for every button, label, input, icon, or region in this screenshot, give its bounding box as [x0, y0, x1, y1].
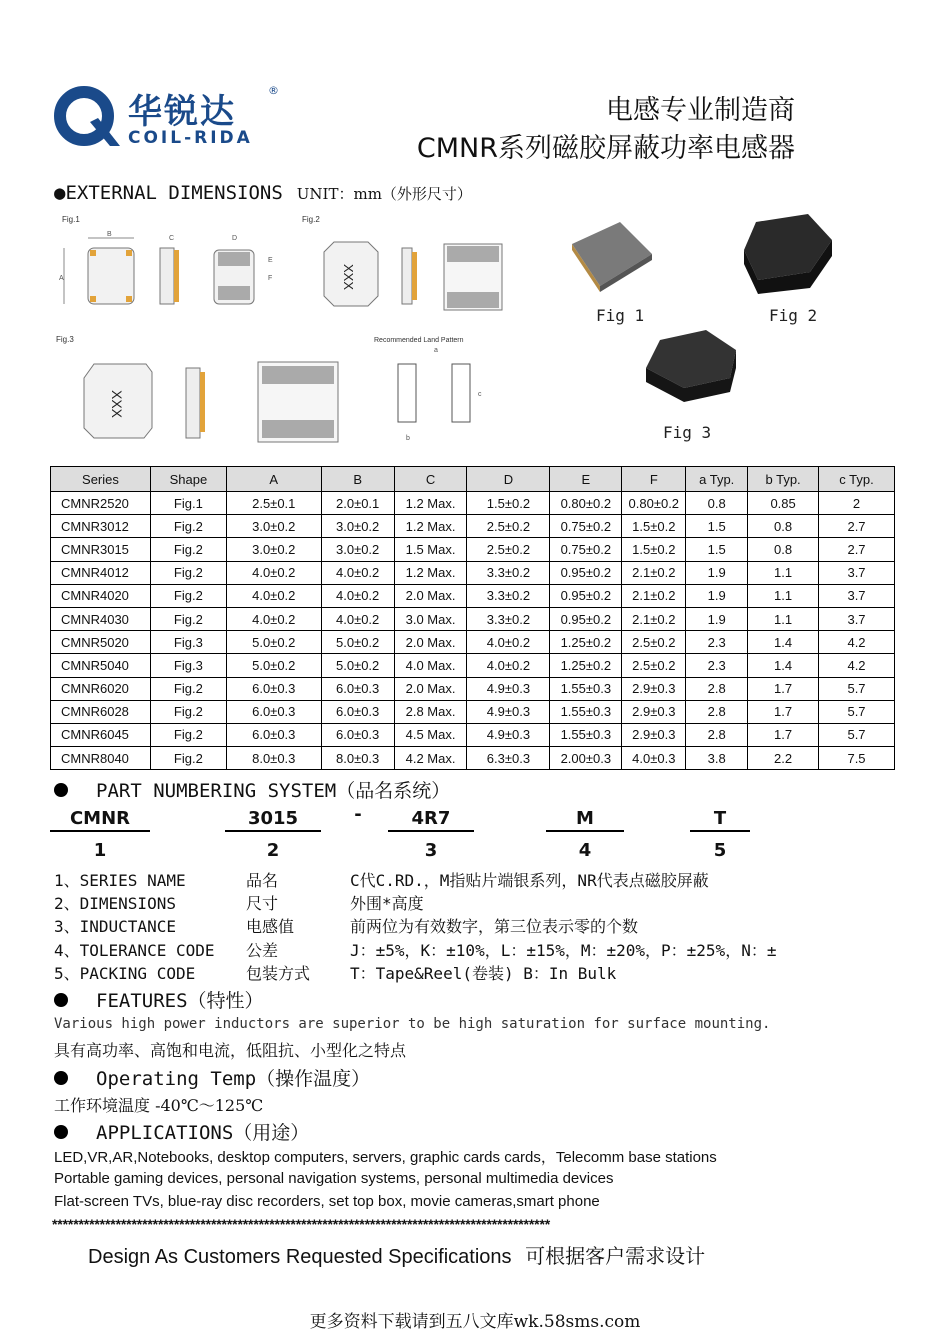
table-cell: 3.7 [819, 561, 895, 584]
operating-temp-title: Operating Temp（操作温度） [96, 1068, 371, 1090]
fig1-label: Fig.1 [62, 215, 80, 224]
table-cell: 1.7 [748, 700, 819, 723]
external-dimensions-title: ●EXTERNAL DIMENSIONS [54, 182, 283, 204]
table-cell: 3.0±0.2 [321, 515, 394, 538]
pn-number-5: 5 [713, 840, 727, 861]
table-cell: 0.85 [748, 492, 819, 515]
table-cell: 3.0 Max. [394, 607, 467, 630]
part-number-item [54, 914, 934, 936]
table-cell: 3.0±0.2 [226, 538, 321, 561]
table-cell: 4.2 [819, 654, 895, 677]
pn-underline [546, 830, 624, 832]
applications-line-1: LED,VR,AR,Notebooks, desktop computers, servers, graphic cards cards，Telecomm base stations [54, 1149, 717, 1166]
part-number-item [54, 868, 934, 890]
fig2-label: Fig.2 [302, 215, 320, 224]
pn-item-code: 2、DIMENSIONS [54, 894, 176, 913]
table-header-cell: a Typ. [686, 467, 748, 492]
pn-code-tolerance: M [576, 808, 594, 829]
applications-heading [54, 1118, 309, 1145]
table-cell: 1.55±0.3 [550, 700, 622, 723]
table-cell: Fig.3 [150, 654, 226, 677]
table-header-cell: Series [51, 467, 151, 492]
table-cell: 2.0 Max. [394, 584, 467, 607]
dimensions-table [50, 466, 895, 770]
table-cell: 4.9±0.3 [467, 677, 550, 700]
table-cell: 2.0 Max. [394, 677, 467, 700]
table-header-cell: A [226, 467, 321, 492]
table-cell: 4.9±0.3 [467, 700, 550, 723]
table-cell: 1.9 [686, 607, 748, 630]
table-cell: Fig.2 [150, 538, 226, 561]
series-cell: CMNR4020 [51, 584, 151, 607]
slogan [88, 1240, 705, 1269]
land-letter-a: a [434, 347, 438, 354]
table-cell: 2 [819, 492, 895, 515]
series-cell: CMNR5040 [51, 654, 151, 677]
table-cell: 1.2 Max. [394, 515, 467, 538]
pn-code-inductance: 4R7 [411, 808, 451, 829]
table-cell: 0.80±0.2 [622, 492, 686, 515]
pn-item-desc: T：Tape&Reel(卷装) B：In Bulk [350, 964, 617, 983]
pn-item-desc: C代C.RD.，M指贴片端银系列，NR代表点磁胶屏蔽 [350, 871, 709, 890]
pn-underline [50, 830, 150, 832]
fig1-side-view [160, 235, 179, 304]
table-cell: 2.1±0.2 [622, 561, 686, 584]
photo-fig2 [744, 214, 832, 294]
table-cell: 1.2 Max. [394, 561, 467, 584]
table-header-cell: D [467, 467, 550, 492]
photo-label-fig1: Fig 1 [596, 306, 645, 325]
table-cell: 3.7 [819, 607, 895, 630]
table-cell: 4.5 Max. [394, 723, 467, 746]
pn-item-code: 5、PACKING CODE [54, 964, 196, 983]
table-cell: 1.1 [748, 561, 819, 584]
table-cell: 4.0±0.2 [321, 561, 394, 584]
features-title: FEATURES（特性） [96, 990, 264, 1012]
table-cell: 1.5 Max. [394, 538, 467, 561]
table-cell: 4.0±0.2 [467, 631, 550, 654]
pn-underline [225, 830, 321, 832]
series-cell: CMNR4030 [51, 607, 151, 630]
logo-q-mark [52, 84, 122, 148]
features-chinese: 具有高功率、高饱和电流，低阻抗、小型化之特点 [54, 1041, 407, 1060]
table-row [51, 747, 895, 770]
page-title-line1: 电感专业制造商 [606, 95, 795, 126]
table-cell: 5.0±0.2 [321, 654, 394, 677]
dim-letter-e: E [268, 257, 273, 264]
table-cell: 7.5 [819, 747, 895, 770]
table-cell: 6.0±0.3 [321, 677, 394, 700]
table-row [51, 538, 895, 561]
pn-underline [388, 830, 474, 832]
table-cell: 4.0±0.2 [321, 607, 394, 630]
table-cell: 6.0±0.3 [226, 723, 321, 746]
pn-code-dimension: 3015 [247, 808, 299, 829]
applications-line-3: Flat-screen TVs, blue-ray disc recorders, set top box, movie cameras,smart phone [54, 1193, 600, 1210]
table-cell: 1.9 [686, 584, 748, 607]
table-cell: 2.7 [819, 515, 895, 538]
table-row [51, 561, 895, 584]
table-row [51, 631, 895, 654]
fig1-bottom-view [214, 235, 273, 304]
table-cell: 2.0 Max. [394, 631, 467, 654]
table-cell: 2.5±0.2 [622, 631, 686, 654]
table-cell: 5.7 [819, 700, 895, 723]
bullet-icon [54, 783, 68, 797]
table-cell: 4.2 Max. [394, 747, 467, 770]
pn-number-2: 2 [266, 840, 280, 861]
pn-item-cn: 尺寸 [246, 894, 279, 913]
dim-letter-d: D [232, 235, 238, 242]
pn-item-cn: 公差 [246, 941, 279, 960]
applications-title: APPLICATIONS（用途） [96, 1122, 310, 1144]
fig2-marking: XXX [341, 264, 356, 291]
table-cell: 1.5±0.2 [622, 515, 686, 538]
table-header-cell: E [550, 467, 622, 492]
table-cell: 1.5±0.2 [622, 538, 686, 561]
table-cell: Fig.2 [150, 607, 226, 630]
part-number-item [54, 891, 934, 913]
table-cell: 3.8 [686, 747, 748, 770]
table-cell: 1.5 [686, 515, 748, 538]
table-cell: 3.7 [819, 584, 895, 607]
land-letter-b: b [406, 435, 410, 442]
features-heading [54, 986, 264, 1013]
table-cell: 1.1 [748, 584, 819, 607]
series-cell: CMNR6028 [51, 700, 151, 723]
table-row [51, 677, 895, 700]
table-cell: 0.8 [748, 538, 819, 561]
fig3-label: Fig.3 [56, 335, 74, 344]
land-pattern-drawing [398, 347, 482, 442]
table-cell: Fig.3 [150, 631, 226, 654]
table-header-cell: B [321, 467, 394, 492]
table-cell: 6.0±0.3 [226, 700, 321, 723]
pn-item-cn: 品名 [246, 871, 279, 890]
table-header-cell: Shape [150, 467, 226, 492]
operating-temp-heading [54, 1064, 370, 1091]
table-cell: 1.25±0.2 [550, 631, 622, 654]
table-cell: Fig.2 [150, 700, 226, 723]
table-cell: 0.80±0.2 [550, 492, 622, 515]
photo-label-fig3: Fig 3 [663, 423, 712, 442]
table-header-cell: b Typ. [748, 467, 819, 492]
bullet-icon [54, 1071, 68, 1085]
dimension-drawings [52, 210, 612, 460]
table-body [51, 492, 895, 770]
pn-code-packing: T [713, 808, 727, 829]
dim-letter-f: F [268, 275, 273, 282]
pn-item-code: 1、SERIES NAME [54, 871, 186, 890]
fig3-top-view [84, 364, 152, 438]
external-dimensions-heading [54, 182, 472, 204]
table-cell: 1.5±0.2 [467, 492, 550, 515]
dim-letter-b: B [107, 231, 112, 238]
table-header-row [51, 467, 895, 492]
table-cell: 3.3±0.2 [467, 607, 550, 630]
land-pattern-label: Recommended Land Pattern [374, 337, 464, 344]
dim-letter-a: A [59, 275, 64, 282]
download-link[interactable]: 更多资料下载请到五八文库wk.58sms.com [309, 1312, 641, 1332]
table-cell: 4.0±0.2 [226, 561, 321, 584]
table-cell: 2.1±0.2 [622, 607, 686, 630]
table-cell: 2.8 Max. [394, 700, 467, 723]
table-row [51, 723, 895, 746]
table-cell: 4.0±0.2 [321, 584, 394, 607]
table-cell: Fig.2 [150, 677, 226, 700]
part-number-item [54, 961, 934, 983]
company-logo [52, 84, 122, 152]
dim-letter-c: C [169, 235, 175, 242]
table-cell: 1.1 [748, 607, 819, 630]
unit-label: UNIT：mm（外形尺寸） [296, 185, 472, 203]
logo-english-name: COIL-RIDA [128, 128, 253, 148]
table-header-cell: C [394, 467, 467, 492]
fig2-bottom-view [444, 244, 502, 310]
table-row [51, 607, 895, 630]
table-cell: 1.9 [686, 561, 748, 584]
table-cell: 8.0±0.3 [321, 747, 394, 770]
table-cell: 6.3±0.3 [467, 747, 550, 770]
part-numbering-title: PART NUMBERING SYSTEM（品名系统） [96, 780, 451, 802]
table-cell: 1.7 [748, 723, 819, 746]
table-cell: 1.4 [748, 631, 819, 654]
table-cell: 3.3±0.2 [467, 584, 550, 607]
table-cell: 2.1±0.2 [622, 584, 686, 607]
table-cell: 2.8 [686, 700, 748, 723]
table-cell: 0.75±0.2 [550, 515, 622, 538]
table-cell: 2.5±0.1 [226, 492, 321, 515]
table-cell: 4.0±0.2 [226, 584, 321, 607]
table-cell: 2.3 [686, 631, 748, 654]
table-cell: 5.0±0.2 [321, 631, 394, 654]
table-cell: 2.8 [686, 723, 748, 746]
table-header-cell: c Typ. [819, 467, 895, 492]
pn-item-desc: 前两位为有效数字，第三位表示零的个数 [350, 917, 639, 936]
series-cell: CMNR2520 [51, 492, 151, 515]
table-cell: 5.0±0.2 [226, 654, 321, 677]
table-cell: 0.8 [748, 515, 819, 538]
table-cell: 4.0±0.2 [467, 654, 550, 677]
table-cell: 1.5 [686, 538, 748, 561]
fig3-bottom-view [258, 362, 338, 442]
fig3-side-view [186, 368, 205, 438]
table-row [51, 654, 895, 677]
table-row [51, 700, 895, 723]
pn-code-series: CMNR [69, 808, 131, 829]
pn-number-3: 3 [424, 840, 438, 861]
series-cell: CMNR3012 [51, 515, 151, 538]
table-cell: 1.7 [748, 677, 819, 700]
table-cell: 2.2 [748, 747, 819, 770]
applications-line-2: Portable gaming devices, personal navigation systems, personal multimedia devices [54, 1170, 614, 1187]
series-cell: CMNR6020 [51, 677, 151, 700]
table-cell: 6.0±0.3 [226, 677, 321, 700]
table-cell: 3.0±0.2 [226, 515, 321, 538]
logo-registered-mark: ® [268, 84, 279, 97]
fig3-marking: XXX [109, 390, 125, 419]
table-cell: 0.8 [686, 492, 748, 515]
table-cell: 2.9±0.3 [622, 700, 686, 723]
table-cell: 2.9±0.3 [622, 677, 686, 700]
table-cell: Fig.1 [150, 492, 226, 515]
pn-item-desc: J：±5%，K：±10%，L：±15%，M：±20%，P：±25%，N：± [350, 941, 777, 960]
table-cell: 3.0±0.2 [321, 538, 394, 561]
photo-label-fig2: Fig 2 [769, 306, 818, 325]
table-cell: 2.00±0.3 [550, 747, 622, 770]
inductor-photos [560, 200, 860, 450]
table-cell: 2.3 [686, 654, 748, 677]
table-header-cell: F [622, 467, 686, 492]
table-cell: Fig.2 [150, 515, 226, 538]
table-cell: 4.0±0.2 [226, 607, 321, 630]
table-cell: 4.9±0.3 [467, 723, 550, 746]
table-cell: 1.55±0.3 [550, 677, 622, 700]
table-cell: 5.0±0.2 [226, 631, 321, 654]
logo-chinese-name: 华锐达 [128, 92, 236, 132]
page-title-line2: CMNR系列磁胶屏蔽功率电感器 [416, 133, 795, 164]
table-cell: Fig.2 [150, 561, 226, 584]
table-cell: 0.75±0.2 [550, 538, 622, 561]
table-cell: 0.95±0.2 [550, 584, 622, 607]
table-cell: 1.2 Max. [394, 492, 467, 515]
star-divider: ********************************************************************************************** [52, 1216, 551, 1232]
bullet-icon [54, 1125, 68, 1139]
table-cell: 5.7 [819, 677, 895, 700]
table-row [51, 492, 895, 515]
operating-temp-range: 工作环境温度 -40℃～125℃ [54, 1096, 264, 1115]
table-row [51, 584, 895, 607]
pn-item-code: 3、INDUCTANCE [54, 917, 176, 936]
slogan-chinese: 可根据客户需求设计 [525, 1244, 706, 1268]
pn-item-cn: 包装方式 [246, 964, 311, 983]
fig2-top-view [324, 242, 378, 306]
series-cell: CMNR3015 [51, 538, 151, 561]
pn-code-dash: - [354, 804, 362, 825]
table-cell: 0.95±0.2 [550, 607, 622, 630]
table-cell: 1.4 [748, 654, 819, 677]
bullet-icon [54, 993, 68, 1007]
table-row [51, 515, 895, 538]
table-cell: Fig.2 [150, 723, 226, 746]
pn-item-cn: 电感值 [246, 917, 295, 936]
table-cell: 2.7 [819, 538, 895, 561]
features-english: Various high power inductors are superior to be high saturation for surface mounting. [54, 1016, 771, 1032]
table-cell: 2.8 [686, 677, 748, 700]
table-cell: 1.55±0.3 [550, 723, 622, 746]
table-cell: 5.7 [819, 723, 895, 746]
table-cell: 2.5±0.2 [467, 515, 550, 538]
table-cell: 4.2 [819, 631, 895, 654]
land-letter-c: c [478, 391, 482, 398]
series-cell: CMNR4012 [51, 561, 151, 584]
pn-item-desc: 外围*高度 [350, 894, 424, 913]
table-cell: 4.0 Max. [394, 654, 467, 677]
pn-item-code: 4、TOLERANCE CODE [54, 941, 215, 960]
fig2-side-view [402, 248, 417, 304]
photo-fig3 [646, 330, 736, 402]
series-cell: CMNR5020 [51, 631, 151, 654]
table-cell: 1.25±0.2 [550, 654, 622, 677]
table-cell: 2.0±0.1 [321, 492, 394, 515]
part-numbering-heading [54, 776, 450, 803]
fig1-top-view [59, 231, 134, 304]
table-cell: 2.5±0.2 [467, 538, 550, 561]
table-cell: Fig.2 [150, 584, 226, 607]
table-cell: 8.0±0.3 [226, 747, 321, 770]
series-cell: CMNR8040 [51, 747, 151, 770]
table-cell: 6.0±0.3 [321, 700, 394, 723]
pn-number-1: 1 [93, 840, 107, 861]
slogan-english: Design As Customers Requested Specifications [88, 1246, 512, 1268]
pn-underline [690, 830, 750, 832]
table-cell: 3.3±0.2 [467, 561, 550, 584]
series-cell: CMNR6045 [51, 723, 151, 746]
table-cell: Fig.2 [150, 747, 226, 770]
pn-number-4: 4 [578, 840, 592, 861]
table-cell: 6.0±0.3 [321, 723, 394, 746]
table-cell: 4.0±0.3 [622, 747, 686, 770]
table-cell: 2.9±0.3 [622, 723, 686, 746]
photo-fig1 [572, 222, 652, 292]
part-number-item [54, 938, 934, 960]
table-cell: 0.95±0.2 [550, 561, 622, 584]
table-cell: 2.5±0.2 [622, 654, 686, 677]
